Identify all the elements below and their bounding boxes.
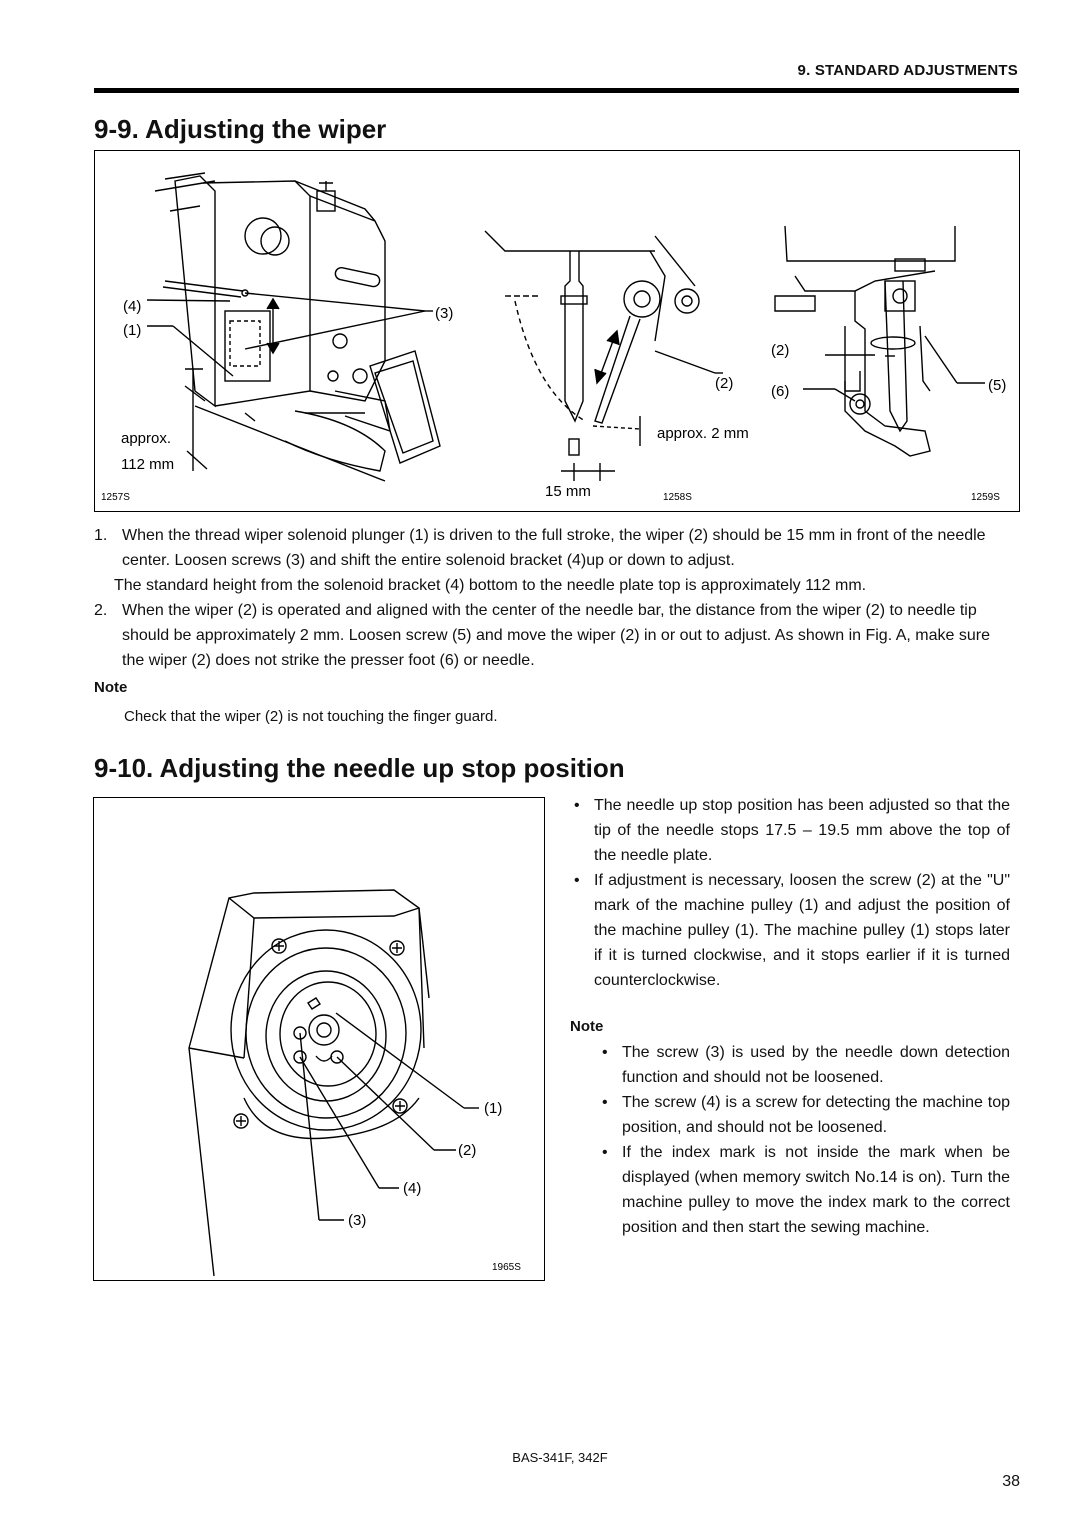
label-2-right: (2) [771,342,790,359]
figure-id-1965s: 1965S [492,1262,521,1273]
step-number: 2. [94,602,108,619]
step-text: When the wiper (2) is operated and aligned with the center of the needle bar, the distance from the wiper (2) to needle tip should be approximately 2 mm. Loosen screw (5) and move the wiper (2) in or out to adjust. As shown in Fig. A, make sure the wiper (2) does not strike the presser foot (6) or needle. [122,602,990,669]
label-pulley-1: (1) [484,1100,503,1117]
section-title-wiper: 9-9. Adjusting the wiper [94,114,387,144]
needle-stop-bullets [570,793,1010,993]
note-heading-needle-stop: Note [570,1018,604,1035]
wiper-steps [94,523,1012,729]
label-approx: approx. [121,430,172,447]
label-112mm: 112 mm [121,456,175,473]
label-screw-2: (2) [458,1142,477,1159]
needle-wiper-drawing [485,231,723,481]
note-bullets [598,1040,1010,1240]
label-2-middle: (2) [715,375,734,392]
step-text: When the thread wiper solenoid plunger (1) is driven to the full stroke, the wiper (2) should be 15 mm in front of the needle center. Loosen screws (3) and shift the entire solenoid bracket (4)up or down to adjust. [122,527,986,569]
label-5: (5) [988,377,1007,394]
page-number: 38 [1002,1473,1020,1490]
label-approx-2mm: approx. 2 mm [657,425,749,442]
figure-id-1259s: 1259S [971,492,1000,503]
step-number: 1. [94,527,108,544]
figure-pulley [93,797,545,1281]
label-3: (3) [435,305,454,322]
figure-pulley-illustration [94,798,544,1280]
chapter-header: 9. STANDARD ADJUSTMENTS [797,62,1018,79]
label-6: (6) [771,383,790,400]
figure-wiper [94,150,1020,512]
note-bullet-item: • The screw (3) is used by the needle down detection function and should not be loosened. [598,1040,1010,1090]
note-bullet-item: • The screw (4) is a screw for detecting the machine top position, and should not be loosened. [598,1090,1010,1140]
step-1-extra: The standard height from the solenoid bracket (4) bottom to the needle plate top is approximately 112 mm. [114,577,867,594]
presser-foot-drawing [775,226,985,456]
header-rule [94,88,1019,93]
bullet-item: • If adjustment is necessary, loosen the screw (2) at the "U" mark of the machine pulley (1) and adjust the position of the machine pulley (1). The machine pulley (1) stops later if it is turned clockwise, and it stops earlier if it is turned counterclockwise. [570,868,1010,993]
label-screw-3: (3) [348,1212,367,1229]
step-1 [94,523,1012,573]
label-screw-4: (4) [403,1180,422,1197]
note-heading-wiper: Note [94,679,128,696]
label-15mm: 15 mm [545,483,591,500]
note-bullet-item: • If the index mark is not inside the mark when be displayed (when memory switch No.14 is on). Turn the machine pulley to move the index mark to the correct position and then start the sewing machine. [598,1140,1010,1240]
step-2 [94,598,1012,673]
note-text-wiper: Check that the wiper (2) is not touching the finger guard. [124,708,498,725]
figure-id-1258s: 1258S [663,492,692,503]
footer-model: BAS-341F, 342F [512,1450,608,1465]
section-title-needle-stop: 9-10. Adjusting the needle up stop position [94,753,625,783]
figure-id-1257s: 1257S [101,492,130,503]
machine-head-drawing [155,173,440,481]
figure-wiper-illustration [95,151,1019,511]
bullet-item: • The needle up stop position has been adjusted so that the tip of the needle stops 17.5 – 19.5 mm above the top of the needle plate. [570,793,1010,868]
label-1: (1) [123,322,142,339]
label-4: (4) [123,298,142,315]
